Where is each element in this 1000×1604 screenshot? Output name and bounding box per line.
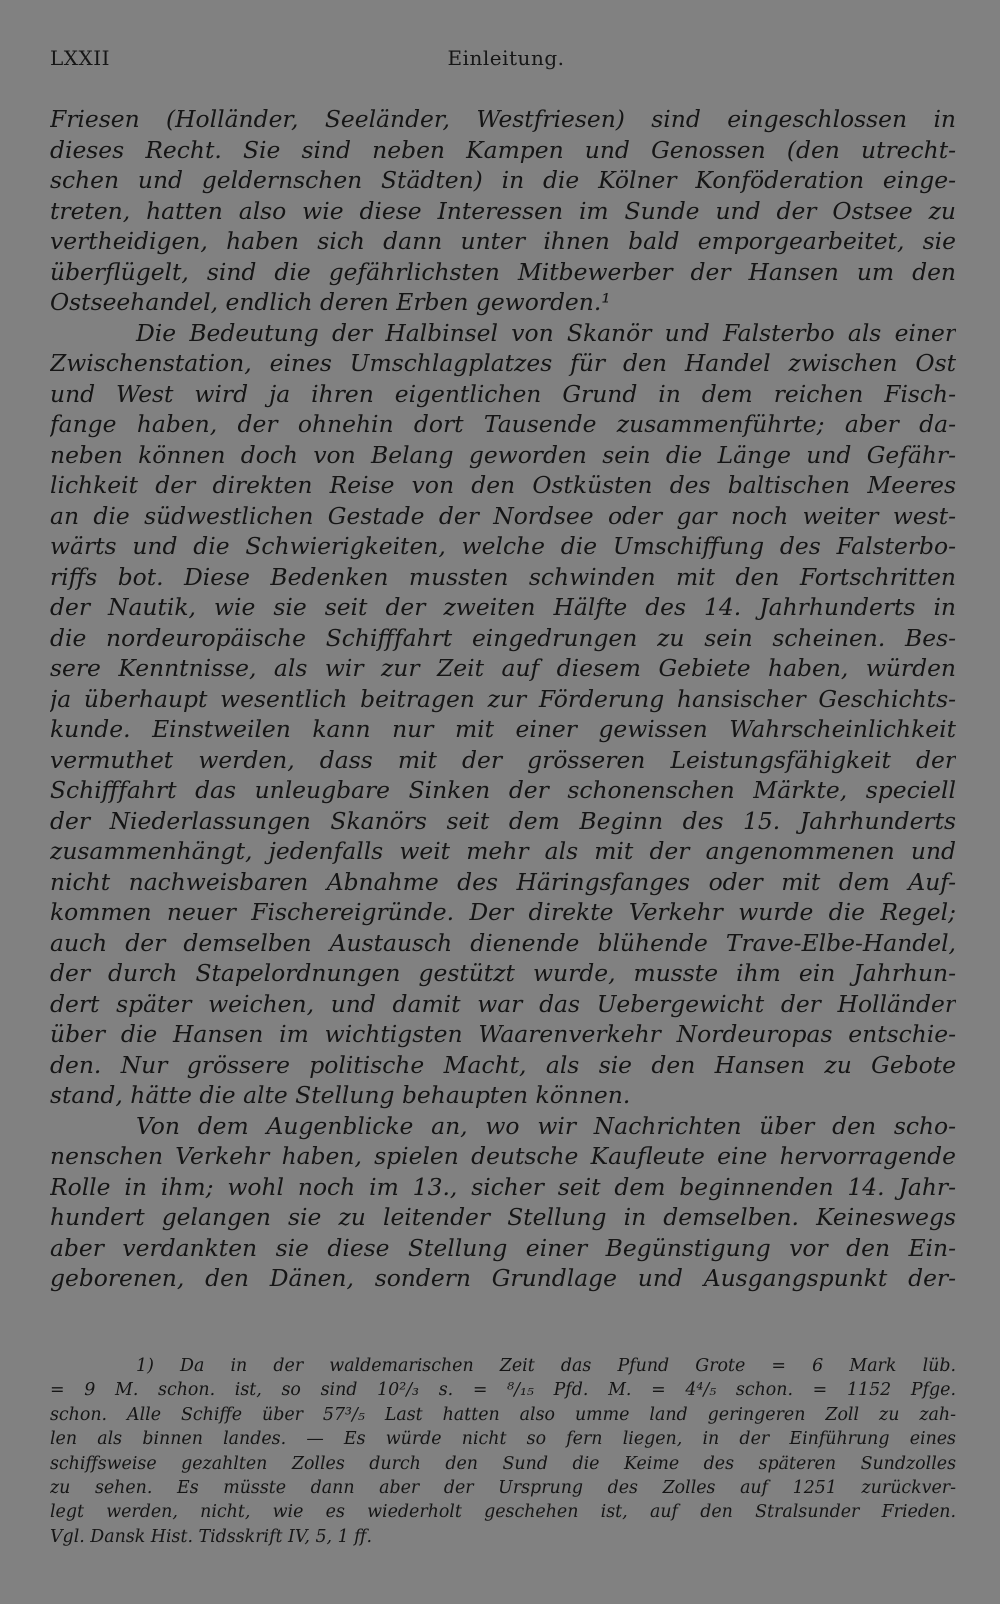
text-line: stand, hätte die alte Stellung behaupten können.: [50, 1081, 631, 1109]
text-line: Von dem Augenblicke an, wo wir Nachrichten über den scho-: [136, 1111, 956, 1140]
footnote-line: 1) Da in der waldemarischen Zeit das Pfund Grote = 6 Mark lüb.: [136, 1356, 956, 1376]
text-line: Zwischenstation, eines Umschlagplatzes für den Handel zwischen Ost: [50, 349, 956, 377]
text-line: überflügelt, sind die gefährlichsten Mitbewerber der Hansen um den: [50, 257, 956, 286]
text-line: geborenen, den Dänen, sondern Grundlage und Ausgangspunkt der-: [50, 1264, 956, 1292]
text-line: der durch Stapelordnungen gestützt wurde, musste ihm ein Jahrhun-: [50, 959, 956, 987]
text-line: kommen neuer Fischereigründe. Der direkte Verkehr wurde die Regel;: [50, 898, 956, 926]
text-line: zusammenhängt, jedenfalls weit mehr als mit der angenommenen und: [50, 837, 956, 865]
text-line: den. Nur grössere politische Macht, als sie den Hansen zu Gebote: [50, 1050, 956, 1079]
text-line: aber verdankten sie diese Stellung einer Begünstigung vor den Ein-: [50, 1233, 956, 1262]
footnote-line: zu sehen. Es müsste dann aber der Ursprung des Zolles auf 1251 zurückver-: [50, 1477, 956, 1498]
text-line: und West wird ja ihren eigentlichen Grund in dem reichen Fisch-: [50, 379, 956, 408]
text-line: auch der demselben Austausch dienende blühende Trave-Elbe-Handel,: [50, 928, 956, 957]
text-line: riffs bot. Diese Bedenken mussten schwinden mit den Fortschritten: [50, 562, 956, 591]
text-line: Rolle in ihm; wohl noch im 13., sicher seit dem beginnenden 14. Jahr-: [50, 1172, 956, 1201]
footnote-line: schiffsweise gezahlten Zolles durch den Sund die Keime des späteren Sundzolles: [50, 1453, 956, 1474]
text-line: wärts und die Schwierigkeiten, welche die Umschiffung des Falsterbo-: [50, 532, 956, 560]
running-head: [50, 46, 942, 76]
text-line: vertheidigen, haben sich dann unter ihnen bald emporgearbeitet, sie: [50, 227, 956, 255]
text-line: die nordeuropäische Schifffahrt eingedrungen zu sein scheinen. Bes-: [50, 623, 956, 652]
text-line: ja überhaupt wesentlich beitragen zur Förderung hansischer Geschichts-: [50, 684, 956, 713]
text-line: der Nautik, wie sie seit der zweiten Hälfte des 14. Jahrhunderts in: [50, 593, 956, 621]
footnote-line: schon. Alle Schiffe über 57³/₅ Last hatten also umme land geringeren Zoll zu zah-: [50, 1404, 956, 1425]
footnote-line: Vgl. Dansk Hist. Tidsskrift IV, 5, 1 ff.: [50, 1526, 373, 1547]
text-line: hundert gelangen sie zu leitender Stellung in demselben. Keineswegs: [50, 1203, 956, 1231]
text-line: nenschen Verkehr haben, spielen deutsche Kaufleute eine hervorragende: [50, 1142, 956, 1170]
text-line: dieses Recht. Sie sind neben Kampen und Genossen (den utrecht-: [50, 135, 956, 164]
text-line: an die südwestlichen Gestade der Nordsee oder gar noch weiter west-: [50, 501, 956, 530]
text-line: lichkeit der direkten Reise von den Ostküsten des baltischen Meeres: [50, 471, 956, 499]
footnotes: [50, 1354, 956, 1549]
text-line: Schifffahrt das unleugbare Sinken der schonenschen Märkte, speciell: [50, 776, 956, 804]
text-line: nicht nachweisbaren Abnahme des Häringsfanges oder mit dem Auf-: [50, 867, 956, 896]
text-line: schen und geldernschen Städten) in die Kölner Konföderation einge-: [50, 166, 956, 194]
text-line: vermuthet werden, dass mit der grösseren Leistungsfähigkeit der: [50, 745, 956, 774]
footnote-line: legt werden, nicht, wie es wiederholt geschehen ist, auf den Stralsunder Frieden.: [50, 1502, 956, 1523]
text-line: über die Hansen im wichtigsten Waarenverkehr Nordeuropas entschie-: [50, 1020, 956, 1048]
text-line: treten, hatten also wie diese Interessen im Sunde und der Ostsee zu: [50, 196, 956, 225]
text-line: Ostseehandel, endlich deren Erben geworden.¹: [50, 288, 611, 316]
footnote-line: = 9 M. schon. ist, so sind 10²/₃ s. = ⁸/₁₅ Pfd. M. = 4⁴/₅ schon. = 1152 Pfge.: [50, 1380, 956, 1401]
text-line: der Niederlassungen Skanörs seit dem Beginn des 15. Jahrhunderts: [50, 806, 956, 835]
running-title: Einleitung.: [447, 46, 565, 70]
footnote-line: len als binnen landes. — Es würde nicht so fern liegen, in der Einführung eines: [50, 1429, 956, 1450]
text-line: dert später weichen, und damit war das Uebergewicht der Holländer: [50, 989, 956, 1018]
text-line: fange haben, der ohnehin dort Tausende zusammenführte; aber da-: [50, 410, 956, 438]
main-text: [50, 104, 956, 1294]
page-number: LXXII: [50, 46, 111, 70]
text-line: sere Kenntnisse, als wir zur Zeit auf diesem Gebiete haben, würden: [50, 654, 956, 682]
text-line: Friesen (Holländer, Seeländer, Westfriesen) sind eingeschlossen in: [50, 105, 956, 133]
text-line: kunde. Einstweilen kann nur mit einer gewissen Wahrscheinlichkeit: [50, 715, 956, 743]
text-line: neben können doch von Belang geworden sein die Länge und Gefähr-: [50, 440, 956, 469]
text-line: Die Bedeutung der Halbinsel von Skanör und Falsterbo als einer: [136, 318, 956, 347]
